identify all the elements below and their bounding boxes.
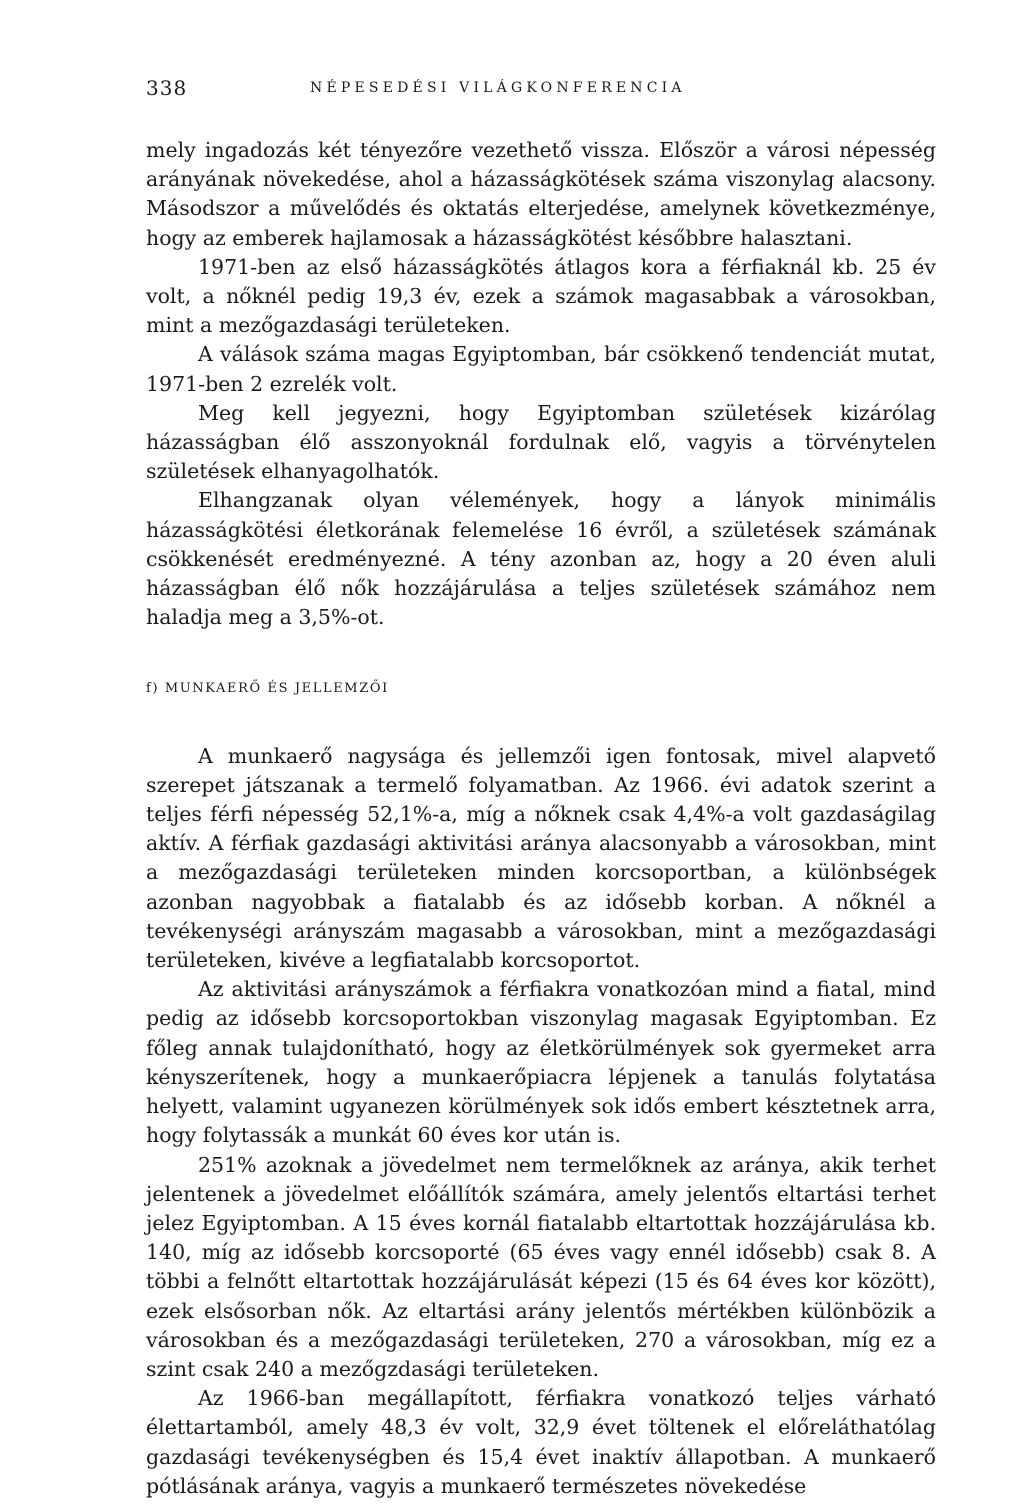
page-header	[146, 76, 936, 106]
paragraph-births: Meg kell jegyezni, hogy Egyiptomban születések kizárólag házasságban élő asszonyoknál fordulnak elő, vagyis a törvénytelen születések elhanyagolhatók.	[146, 400, 936, 484]
body-text	[146, 136, 936, 1501]
paragraph-divorces: A válások száma magas Egyiptomban, bár csökkenő tendenciát mutat, 1971-ben 2 ezrelék volt.	[146, 342, 936, 396]
paragraph-continuation: mely ingadozás két tényezőre vezethető vissza. Először a városi népesség arányának növekedése, ahol a házasságkötések száma viszonylag alacsony. Másodszor a művelődés és oktatás elterjedése, amelynek következménye, hogy az emberek hajlamosak a házasságkötést későbbre halasztani.	[146, 138, 936, 250]
paragraph-labour-force: A munkaerő nagysága és jellemzői igen fontosak, mivel alapvető szerepet játszanak a termelő folyamatban. Az 1966. évi adatok szerint a teljes férfi népesség 52,1%-a, míg a nőknek csak 4,4%-a volt gazdaságilag aktív. A férfiak gazdasági aktivitási aránya alacsonyabb a városokban, mint a mezőgazdasági területeken minden korcsoportban, a különbségek azonban nagyobbak a fiatalabb és az idősebb korban. A nőknél a tevékenységi arányszám magasabb a városokban, mint a mezőgazdasági területeken, kivéve a legfiatalabb korcsoportot.	[146, 743, 936, 973]
page-number: 338	[146, 76, 188, 100]
paragraph-activity-rates: Az aktivitási arányszámok a férfiakra vonatkozóan mind a fiatal, mind pedig az idősebb korcsoportokban viszonylag magasak Egyiptomban. Ez főleg annak tulajdonítható, hogy az életkörülmények sok gyermeket arra kényszerítenek, hogy a munkaerőpiacra lépjenek a tanulás folytatása helyett, valamint ugyanezen körülmények sok idős embert késztetnek arra, hogy folytassák a munkát 60 éves kor után is.	[146, 977, 936, 1148]
paragraph-dependency: 251% azoknak a jövedelmet nem termelőknek az aránya, akik terhet jelentenek a jövedelmet előállítók számára, amely jelentős eltartási terhet jelez Egyiptomban. A 15 éves kornál fiatalabb eltartottak hozzájárulása kb. 140, míg az idősebb korcsoporté (65 éves vagy ennél idősebb) csak 8. A többi a felnőtt eltartottak hozzájárulását képezi (15 és 64 éves kor között), ezek elsősorban nők. Az eltartási arány jelentős mértékben különbözik a városokban és a mezőgazdasági területeken, 270 a városokban, míg ez a szint csak 240 a mezőgzdasági területeken.	[146, 1152, 936, 1381]
running-title: NÉPESEDÉSI VILÁGKONFERENCIA	[310, 80, 686, 96]
paragraph-minimum-age: Elhangzanak olyan vélemények, hogy a lányok minimális házasságkötési életkorának felemelése 16 évről, a születések számának csökkenését eredményezné. A tény azonban az, hogy a 20 éven aluli házasságban élő nők hozzájárulása a teljes születések számához nem haladja meg a 3,5%-ot.	[146, 488, 936, 630]
paragraph-life-expectancy: Az 1966-ban megállapított, férfiakra vonatkozó teljes várható élettartamból, amely 48,3 év volt, 32,9 évet töltenek el előreláthatólag gazdasági tevékenységben és 15,4 évet inaktív állapotban. A munkaerő pótlásának aránya, vagyis a munkaerő természetes növekedése	[146, 1386, 936, 1498]
paragraph-marriage-age: 1971-ben az első házasságkötés átlagos kora a férfiaknál kb. 25 év volt, a nőknél pedig 19,3 év, ezek a számok magasabbak a városokban, mint a mezőgazdasági területeken.	[146, 254, 936, 338]
section-heading: f) MUNKAERŐ ÉS JELLEMZŐI	[146, 681, 389, 697]
